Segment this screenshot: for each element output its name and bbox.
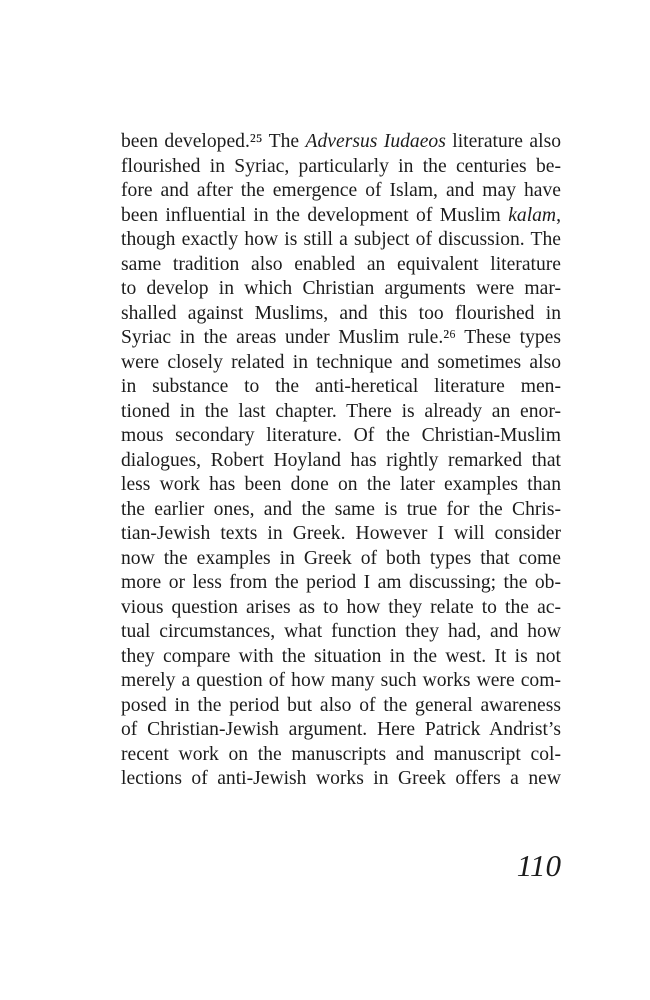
text-line: recent work on the manuscripts and manuscript col- (121, 743, 561, 765)
text-line: to develop in which Christian arguments were mar- (121, 278, 561, 299)
text-line: tioned in the last chapter. There is already an enor- (121, 400, 561, 422)
text-line: in substance to the anti-heretical literature men- (121, 376, 561, 397)
italic-term: kalam (508, 204, 557, 226)
text-line: mous secondary literature. Of the Christian-Muslim (121, 425, 561, 446)
text-line: tual circumstances, what function they had, and how (121, 621, 561, 642)
text-line: flourished in Syriac, particularly in the centuries be- (121, 155, 561, 177)
page-number: 110 (516, 848, 561, 883)
text-line: vious question arises as to how they relate to the ac- (121, 596, 561, 618)
text-line: posed in the period but also of the general awareness (121, 694, 561, 716)
text-line: been developed.²⁵ The Adversus Iudaeos literature also (121, 131, 561, 152)
text-line: the earlier ones, and the same is true for the Chris- (121, 498, 561, 520)
text-line: though exactly how is still a subject of discussion. The (121, 229, 561, 250)
italic-term: Adversus Iudaeos (305, 131, 446, 152)
text-line: lections of anti-Jewish works in Greek offers a new (121, 768, 561, 789)
text-line: now the examples in Greek of both types that come (121, 547, 561, 569)
body-text (121, 130, 561, 792)
text-line: same tradition also enabled an equivalent literature (121, 253, 561, 275)
text-line: less work has been done on the later examples than (121, 474, 561, 495)
text-line: were closely related in technique and sometimes also (121, 351, 561, 373)
text-line: more or less from the period I am discussing; the ob- (121, 572, 561, 593)
text-line: shalled against Muslims, and this too flourished in (121, 302, 561, 324)
text-line: been influential in the development of Muslim kalam, (121, 204, 561, 226)
text-line: merely a question of how many such works were com- (121, 670, 561, 691)
text-line: dialogues, Robert Hoyland has rightly remarked that (121, 449, 561, 471)
text-line: Syriac in the areas under Muslim rule.²⁶ These types (121, 327, 561, 348)
text-line: they compare with the situation in the west. It is not (121, 645, 561, 667)
text-line: tian-Jewish texts in Greek. However I will consider (121, 523, 561, 544)
text-line: of Christian-Jewish argument. Here Patrick Andrist’s (121, 719, 561, 740)
text-line: fore and after the emergence of Islam, and may have (121, 180, 561, 201)
